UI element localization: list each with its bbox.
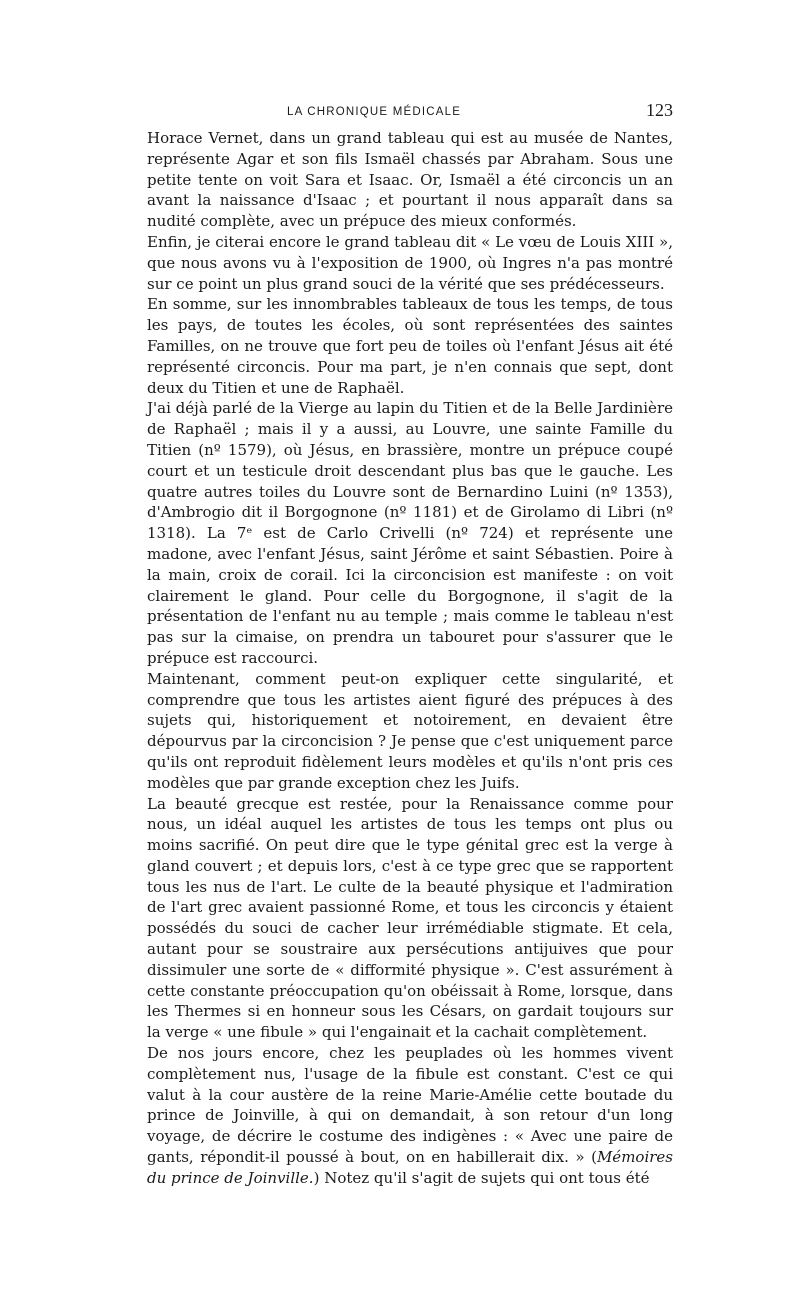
book-title-citation: Mémoires du prince de Joinville. — [147, 1148, 673, 1187]
running-title: LA CHRONIQUE MÉDICALE — [287, 106, 462, 118]
paragraph-7-continuation: ) Notez qu'il s'agit de sujets qui ont tous été — [313, 1168, 650, 1187]
running-head — [147, 100, 673, 124]
paragraph-3: En somme, sur les innombrables tableaux de tous les temps, de tous les pays, de toutes les écoles, où sont représentées des saintes Familles, on ne trouve que fort peu de toiles où l'enfant Jésus ait été représenté circoncis. Pour ma part, je n'en connais que sept, dont deux du Titien et une de Raphaël. — [147, 295, 673, 397]
paragraph-5: Maintenant, comment peut-on expliquer cette singularité, et comprendre que tous les artistes aient figuré des prépuces à des sujets qui, historiquement et notoirement, en devaient être dépourvus par la circoncision ? Je pense que c'est uniquement parce qu'ils ont reproduit fidèlement leurs modèles et qu'ils n'ont pris ces modèles que par grande exception chez les Juifs. — [147, 669, 673, 792]
document-page — [147, 100, 673, 1189]
paragraph-1: Horace Vernet, dans un grand tableau qui est au musée de Nantes, représente Agar et son fils Ismaël chassés par Abraham. Sous une petite tente on voit Sara et Isaac. Or, Ismaël a été circoncis un an avant la naissance d'Isaac ; et pourtant il nous apparaît dans sa nudité complète, avec un prépuce des mieux conformés. — [147, 129, 673, 231]
paragraph-6: La beauté grecque est restée, pour la Renaissance comme pour nous, un idéal auquel les artistes de tous les temps ont plus ou moins sacrifié. On peut dire que le type génital grec est la verge à gland couvert ; et depuis lors, c'est à ce type grec que se rapportent tous les nus de l'art. Le culte de la beauté physique et l'admiration de l'art grec avaient passionné Rome, et tous les circoncis y étaient possédés du souci de cacher leur irrémédiable stigmate. Et cela, autant pour se soustraire aux persécutions antijuives que pour dissimuler une sorte de « difformité physique ». C'est assurément à cette constante préoccupation qu'on obéissait à Rome, lorsque, dans les Thermes si en honneur sous les Césars, on gardait toujours sur la verge « une fibule » qui l'engainait et la cachait complètement. — [147, 794, 673, 1042]
paragraph-2: Enfin, je citerai encore le grand tableau dit « Le vœu de Louis XIII », que nous avons vu à l'exposition de 1900, où Ingres n'a pas montré sur ce point un plus grand souci de la vérité que ses prédécesseurs. — [147, 232, 673, 293]
paragraph-7 — [147, 1043, 673, 1189]
body-text — [147, 128, 673, 1189]
paragraph-7-text: De nos jours encore, chez les peuplades où les hommes vivent complètement nus, l'usage de la fibule est constant. C'est ce qui valut à la cour austère de la reine Marie-Amélie cette boutade du prince de Joinville, à qui on demandait, à son retour d'un long voyage, de décrire le costume des indigènes : « Avec une paire de gants, répondit-il poussé à bout, on en habillerait dix. » ( — [147, 1044, 673, 1167]
page-number: 123 — [646, 100, 673, 120]
paragraph-4: J'ai déjà parlé de la Vierge au lapin du Titien et de la Belle Jardinière de Raphaël ; mais il y a aussi, au Louvre, une sainte Famille du Titien (nº 1579), où Jésus, en brassière, montre un prépuce coupé court et un testicule droit descendant plus bas que le gauche. Les quatre autres toiles du Louvre sont de Bernardino Luini (nº 1353), d'Ambrogio dit il Borgognone (nº 1181) et de Girolamo di Libri (nº 1318). La 7ᵉ est de Carlo Crivelli (nº 724) et représente une madone, avec l'enfant Jésus, saint Jérôme et saint Sébastien. Poire à la main, croix de corail. Ici la circoncision est manifeste : on voit clairement le gland. Pour celle du Borgognone, il s'agit de la présentation de l'enfant nu au temple ; mais comme le tableau n'est pas sur la cimaise, on prendra un tabouret pour s'assurer que le prépuce est raccourci. — [147, 399, 673, 667]
